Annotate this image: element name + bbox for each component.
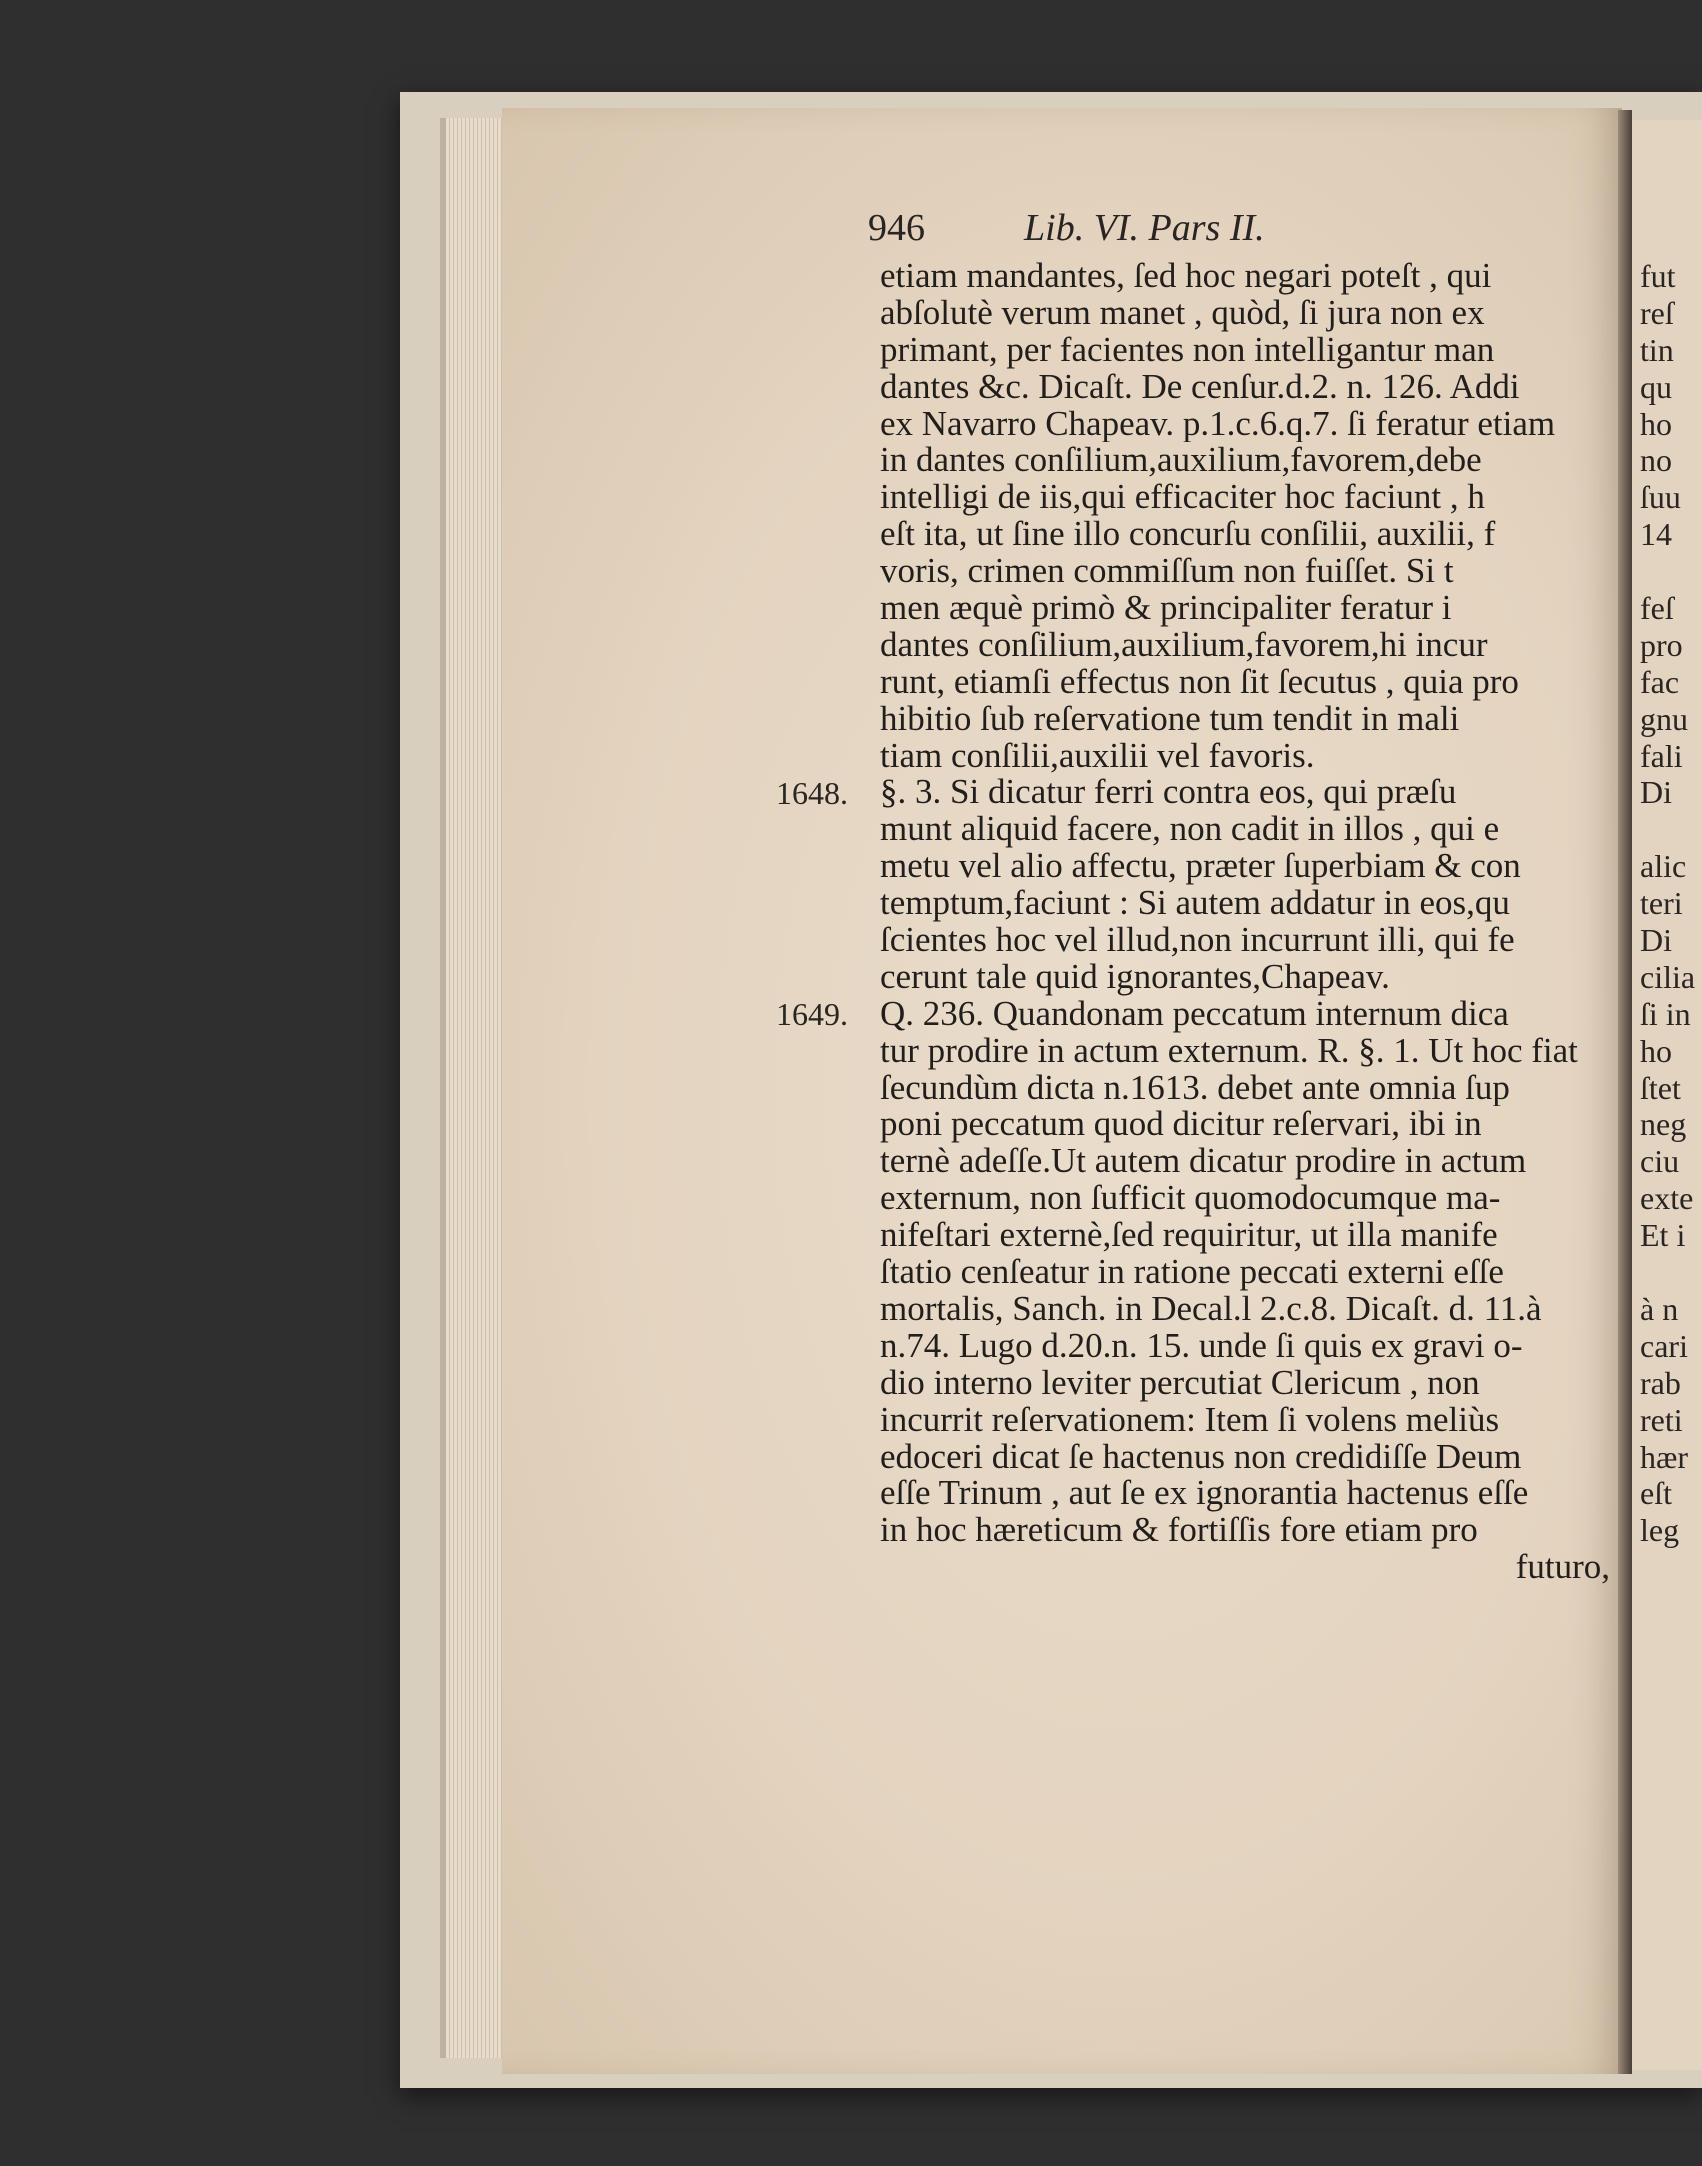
fragment-line: ſi in [1640,995,1691,1032]
fragment-line [1640,1254,1695,1291]
fragment-line [1640,811,1695,848]
text-line: ſecundùm dicta n.1613. debet ante omnia ſup [880,1069,1510,1107]
fragment-line: exte [1640,1180,1694,1217]
text-line: ſcientes hoc vel illud,non incurrunt illi, qui fe [880,922,1515,959]
fragment-line: cilia [1640,958,1696,995]
text-line: etiam mandantes, ſed hoc negari poteſt , qui [880,258,1492,295]
fragment-line: hær [1640,1438,1688,1475]
text-line: n.74. Lugo d.20.n. 15. unde ſi quis ex gravi o- [880,1327,1523,1365]
fragment-line: alic [1640,848,1687,885]
fragment-line: fut [1640,258,1676,294]
fragment-line: Di [1640,922,1672,959]
fragment-line: neg [1640,1106,1687,1143]
text-line: men æquè primò & principaliter feratur i [880,590,1452,627]
fragment-line: cari [1640,1327,1688,1364]
text-line: tur prodire in actum externum. R. §. 1. Ut hoc fiat [880,1032,1578,1070]
page-body-text [880,258,1610,1586]
text-line: primant, per facientes non intelligantur man [880,331,1495,369]
running-title: Lib. VI. Pars II. [1024,207,1265,249]
section-number: 1649. [776,996,848,1032]
text-line: ex Navarro Chapeav. p.1.c.6.q.7. ſi feratur etiam [880,405,1556,443]
fragment-line: feſ [1640,590,1674,627]
text-line: mortalis, Sanch. in Decal.l 2.c.8. Dicaſt. d. 11.à [880,1290,1542,1328]
text-line: dantes &c. Dicaſt. De cenſur.d.2. n. 126. Addi [880,368,1520,406]
text-line: hibitio ſub reſervatione tum tendit in mali [880,700,1460,738]
fragment-line: fali [1640,737,1683,774]
page-number: 946 [868,207,925,249]
fragment-line: ho [1640,1032,1672,1069]
text-line: cerunt tale quid ignorantes,Chapeav. [880,958,1390,996]
text-line: Q. 236. Quandonam peccatum internum dica [880,995,1509,1033]
fragment-line: ſuu [1640,479,1681,516]
text-line: abſolutè verum manet , quòd, ſi jura non ex [880,294,1485,332]
page-edges [440,118,506,2058]
text-line: metu vel alio affectu, præter ſuperbiam & con [880,848,1521,886]
fragment-line: pro [1640,626,1683,663]
text-line: dantes conſilium,auxilium,favorem,hi incur [880,626,1488,664]
fragment-line: no [1640,442,1672,479]
fragment-line: gnu [1640,700,1688,737]
text-line: ſtatio cenſeatur in ratione peccati externi eſſe [880,1254,1504,1291]
text-line: intelligi de iis,qui efficaciter hoc faciunt , h [880,479,1485,517]
text-line: runt, etiamſi effectus non ſit ſecutus , quia pro [880,663,1519,701]
fragment-line: ho [1640,405,1672,442]
text-line: futuro, [1515,1549,1610,1587]
right-page-fragment [1632,120,1702,2070]
fragment-line: fac [1640,663,1680,700]
text-line: §. 3. Si dicatur ferri contra eos, qui præſu [880,774,1457,812]
text-line: ternè adeſſe.Ut autem dicatur prodire in actum [880,1143,1527,1181]
fragment-line: Et i [1640,1217,1686,1254]
fragment-line: rab [1640,1364,1681,1401]
fragment-line: teri [1640,885,1683,922]
text-line: nifeſtari externè,ſed requiritur, ut illa manife [880,1217,1498,1255]
fragment-line: 14 [1640,516,1672,553]
book-gutter [1618,110,1632,2074]
text-line: incurrit reſervationem: Item ſi volens meliùs [880,1401,1500,1439]
section-number: 1648. [776,774,848,811]
text-line: eſſe Trinum , aut ſe ex ignorantia hactenus eſſe [880,1475,1529,1513]
fragment-line: leg [1640,1512,1680,1549]
text-line: in dantes conſilium,auxilium,favorem,debe [880,442,1482,480]
fragment-line: qu [1640,368,1672,405]
text-line: eſt ita, ut ſine illo concurſu conſilii, auxilii, f [880,516,1496,554]
running-header [868,206,1428,256]
text-line: in hoc hæreticum & fortiſſis fore etiam pro [880,1512,1478,1550]
text-line: edoceri dicat ſe hactenus non credidiſſe Deum [880,1438,1522,1476]
text-line: tiam conſilii,auxilii vel favoris. [880,737,1315,775]
text-line: dio interno leviter percutiat Clericum , non [880,1364,1480,1402]
right-page-text [1640,258,1695,1549]
fragment-line [1640,553,1695,590]
fragment-line: tin [1640,331,1674,368]
fragment-line: eſt [1640,1475,1672,1512]
fragment-line: reti [1640,1401,1683,1438]
fragment-line: reſ [1640,294,1674,331]
text-line: poni peccatum quod dicitur reſervari, ibi in [880,1106,1482,1144]
fragment-line: Di [1640,774,1672,811]
text-line: temptum,faciunt : Si autem addatur in eos,qu [880,885,1510,923]
text-line: voris, crimen commiſſum non fuiſſet. Si t [880,553,1454,591]
fragment-line: à n [1640,1290,1679,1327]
text-line: munt aliquid facere, non cadit in illos , qui e [880,811,1500,849]
fragment-line: ſtet [1640,1069,1681,1106]
fragment-line: ciu [1640,1143,1680,1180]
text-line: externum, non ſufficit quomodocumque ma- [880,1180,1501,1218]
